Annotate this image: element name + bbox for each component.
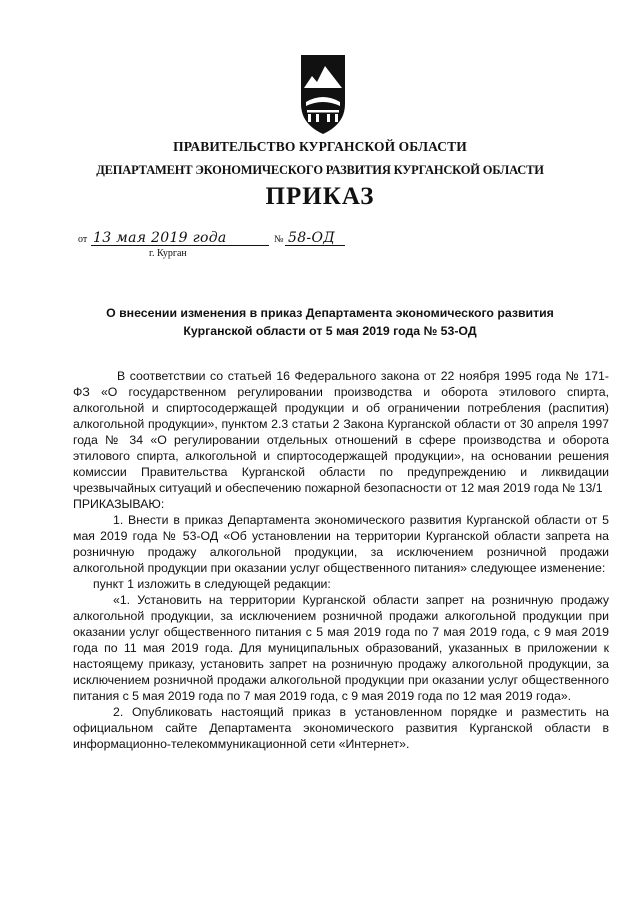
- paragraph-item-2: 2. Опубликовать настоящий приказ в установленном порядке и разместить на официальном сайте Департамента экономического развития Курганской области в информационно-телекоммуникационной сети «Интернет».: [73, 705, 609, 751]
- title-line-1: О внесении изменения в приказ Департамента экономического развития: [106, 306, 554, 320]
- paragraph-order: ПРИКАЗЫВАЮ:: [73, 497, 165, 511]
- paragraph-preamble: В соответствии со статьей 16 Федерального закона от 22 ноября 1995 года № 171-ФЗ «О государственном регулировании производства и оборота этилового спирта, алкогольной и спиртосодержащей продукции и об ограничении потребления (распития) алкогольной продукции», пунктом 2.3 статьи 2 Закона Курганской области от 30 апреля 1997 года № 34 «О регулировании отдельных отношений в сфере производства и оборота этилового спирта, алкогольной и спиртосодержащей продукции», на основании решения комиссии Правительства Курганской области по предупреждению и ликвидации чрезвычайных ситуаций и обеспечению пожарной безопасности от 12 мая 2019 года № 13/1: [73, 369, 609, 495]
- city: г. Курган: [149, 248, 187, 259]
- department-name: ДЕПАРТАМЕНТ ЭКОНОМИЧЕСКОГО РАЗВИТИЯ КУРГАНСКОЙ ОБЛАСТИ: [96, 163, 544, 177]
- title-line-2: Курганской области от 5 мая 2019 года № 53-ОД: [183, 324, 477, 338]
- coat-of-arms-icon: [298, 52, 348, 137]
- handwritten-date: 13 мая 2019 года: [93, 230, 227, 246]
- paragraph-item-1: 1. Внести в приказ Департамента экономического развития Курганской области от 5 мая 2019 года № 53-ОД «Об установлении на территории Курганской области запрета на розничную продажу алкогольной продукции, за исключением розничной продажи алкогольной продукции при оказании услуг общественного питания» следующее изменение:: [73, 513, 609, 575]
- dateline: [78, 228, 358, 248]
- handwritten-number: 58-ОД: [288, 230, 335, 246]
- paragraph-item-1-intro: пункт 1 изложить в следующей редакции:: [93, 577, 331, 591]
- document-title: [60, 304, 600, 340]
- paragraph-item-1-text: «1. Установить на территории Курганской области запрет на розничную продажу алкогольной продукции, за исключением розничной продажи алкогольной продукции при оказании услуг общественного питания с 5 мая 2019 года по 7 мая 2019 года, с 9 мая 2019 года по 11 мая 2019 года. Для муниципальных образований, указанных в приложении к настоящему приказу, установить запрет на розничную продажу алкогольной продукции, за исключением розничной продажи алкогольной продукции при оказании услуг общественного питания с 5 мая 2019 года по 7 мая 2019 года, с 9 мая 2019 года по 12 мая 2019 года».: [73, 593, 609, 703]
- number-label: №: [274, 234, 284, 245]
- document-body: [73, 368, 609, 752]
- document-type: ПРИКАЗ: [265, 183, 375, 210]
- date-from-label: от: [78, 234, 88, 245]
- government-name: ПРАВИТЕЛЬСТВО КУРГАНСКОЙ ОБЛАСТИ: [173, 139, 467, 154]
